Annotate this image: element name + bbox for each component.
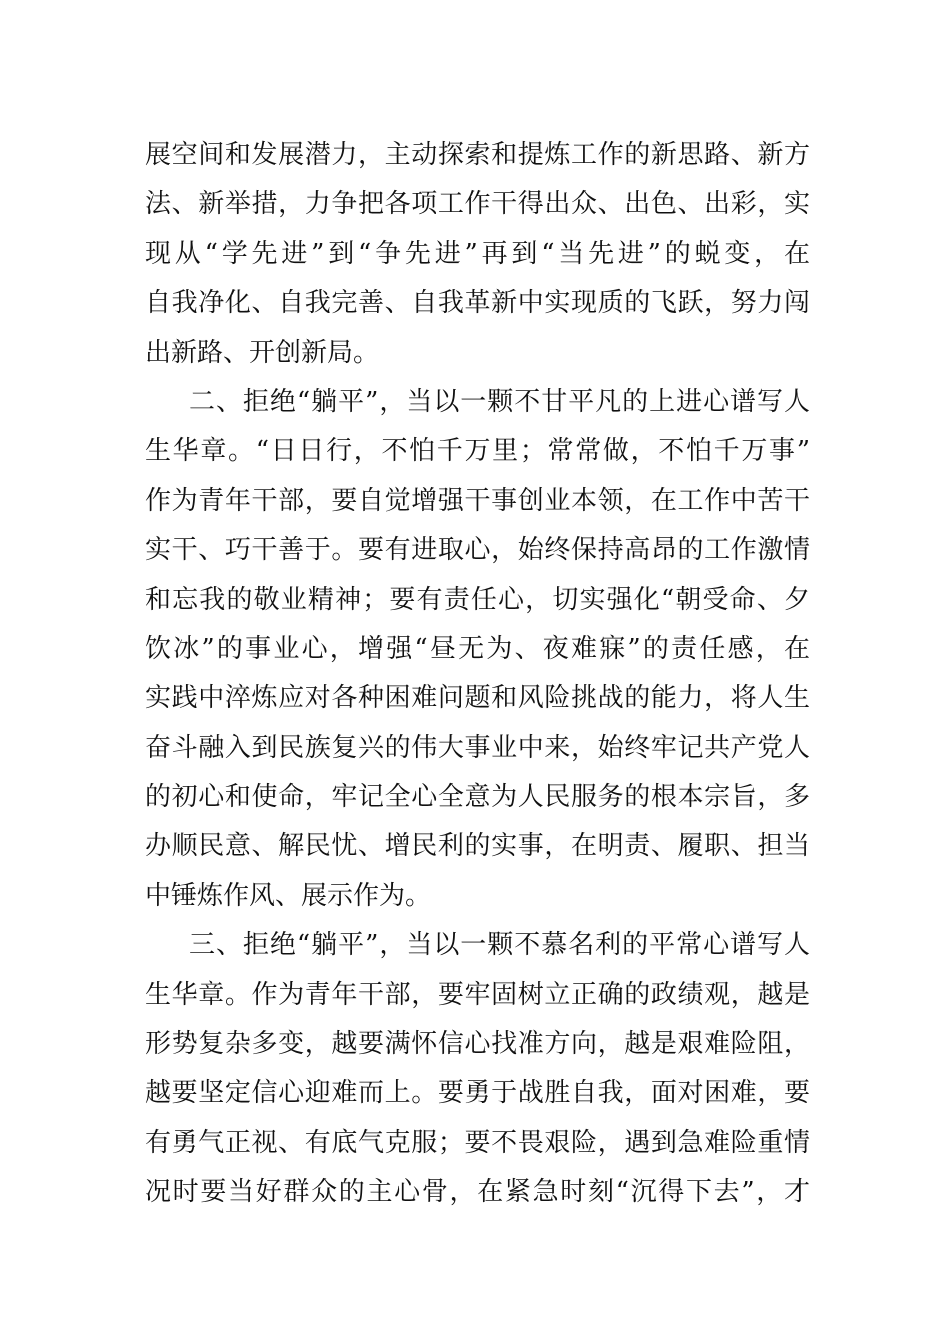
text-line: 展空间和发展潜力，主动探索和提炼工作的新思路、新方 [145,140,810,170]
text-line: 现从“学先进”到“争先进”再到“当先进”的蜕变，在 [145,238,810,269]
text-line: 自我净化、自我完善、自我革新中实现质的飞跃，努力闯 [145,288,810,319]
text-line: 形势复杂多变，越要满怀信心找准方向，越是艰难险阻， [145,1029,810,1060]
text-line: 饮冰”的事业心，增强“昼无为、夜难寐”的责任感，在 [145,633,810,664]
paragraph-start-line: 三、拒绝“躺平”，当以一颗不慕名利的平常心谱写人 [189,930,810,961]
text-line: 越要坚定信心迎难而上。要勇于战胜自我，面对困难，要 [145,1078,810,1109]
text-line: 的初心和使命，牢记全心全意为人民服务的根本宗旨，多 [145,782,810,813]
text-line: 办顺民意、解民忧、增民利的实事，在明责、履职、担当 [145,831,810,862]
text-line: 有勇气正视、有底气克服；要不畏艰险，遇到急难险重情 [145,1127,810,1158]
text-line: 况时要当好群众的主心骨，在紧急时刻“沉得下去”，才 [145,1177,810,1208]
text-line: 奋斗融入到民族复兴的伟大事业中来，始终牢记共产党人 [145,732,810,763]
body-text [145,131,810,1218]
text-line: 中锤炼作风、展示作为。 [145,880,432,911]
text-line: 生华章。作为青年干部，要牢固树立正确的政绩观，越是 [145,979,810,1010]
text-line: 实干、巧干善于。要有进取心，始终保持高昂的工作激情 [145,535,810,566]
text-line: 法、新举措，力争把各项工作干得出众、出色、出彩，实 [145,189,810,220]
paragraph-start-line: 二、拒绝“躺平”，当以一颗不甘平凡的上进心谱写人 [189,386,810,417]
text-line: 和忘我的敬业精神；要有责任心，切实强化“朝受命、夕 [145,584,810,615]
text-line: 出新路、开创新局。 [145,337,380,368]
text-line: 实践中淬炼应对各种困难问题和风险挑战的能力，将人生 [145,683,810,714]
text-line: 作为青年干部，要自觉增强干事创业本领，在工作中苦干 [145,485,810,516]
text-line: 生华章。“日日行，不怕千万里；常常做，不怕千万事” [145,436,810,467]
